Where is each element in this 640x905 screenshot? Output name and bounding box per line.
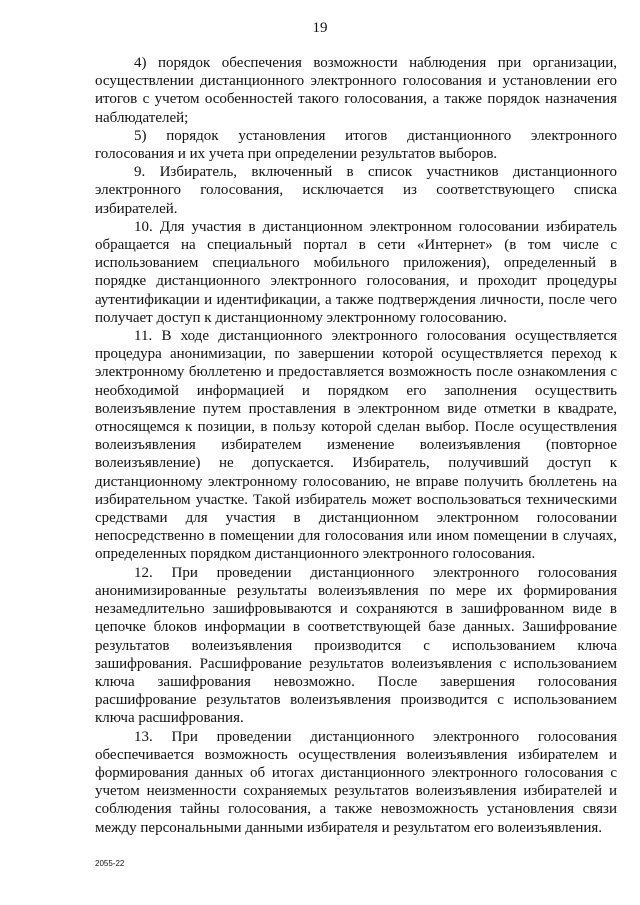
document-body — [95, 54, 617, 837]
paragraph-10: 10. Для участия в дистанционном электронном голосовании избиратель обращается на специальный портал в сети «Интернет» (в том числе с использованием специального мобильного приложения), определенный в порядке дистанционного электронного голосования, и проходит процедуры аутентификации и идентификации, а также подтверждения личности, после чего получает доступ к дистанционному электронному голосованию. — [95, 218, 617, 326]
document-code: 2055-22 — [95, 859, 125, 868]
paragraph-9: 9. Избиратель, включенный в список участников дистанционного электронного голосования, исключается из соответствующего списка избирателей. — [95, 164, 617, 217]
paragraph-12: 12. При проведении дистанционного электронного голосования анонимизированные результаты волеизъявления по мере их формирования незамедлительно зашифровываются и сохраняются в зашифрованном виде в цепочке блоков информации в соответствующей базе данных. Зашифрование результатов волеизъявления производится с использованием ключа зашифрования. Расшифрование результатов волеизъявления с использованием ключа зашифрования невозможно. После завершения голосования расшифрование результатов волеизъявления производится с использованием ключа расшифрования. — [95, 564, 617, 727]
paragraph-item-5: 5) порядок установления итогов дистанционного электронного голосования и их учета при определении результатов выборов. — [95, 127, 617, 163]
paragraph-11: 11. В ходе дистанционного электронного голосования осуществляется процедура анонимизации, по завершении которой осуществляется переход к электронному бюллетеню и предоставляется возможность после ознакомления с необходимой информацией и порядком его заполнения осуществить волеизъявление путем проставления в электронном виде отметки в квадрате, относящемся к позиции, в пользу которой сделан выбор. После осуществления волеизъявления избирателем изменение волеизъявления (повторное волеизъявление) не допускается. Избиратель, получивший доступ к дистанционному электронному голосованию, не вправе получить бюллетень на избирательном участке. Такой избиратель может воспользоваться техническими средствами для участия в дистанционном электронном голосовании непосредственно в помещении для голосования или ином помещении в случаях, определенных порядком дистанционного электронного голосования. — [95, 328, 617, 563]
paragraph-item-4: 4) порядок обеспечения возможности наблюдения при организации, осуществлении дистанционного электронного голосования и установлении его итогов с учетом особенностей такого голосования, а также порядок назначения наблюдателей; — [95, 55, 617, 126]
paragraph-13: 13. При проведении дистанционного электронного голосования обеспечивается возможность осуществления волеизъявления избирателем и формирования данных об итогах дистанционного электронного голосования с учетом неизменности сохраняемых результатов волеизъявления избирателей и соблюдения тайны голосования, а также невозможность установления связи между персональными данными избирателя и результатом его волеизъявления. — [95, 728, 617, 836]
page-number: 19 — [312, 20, 328, 36]
